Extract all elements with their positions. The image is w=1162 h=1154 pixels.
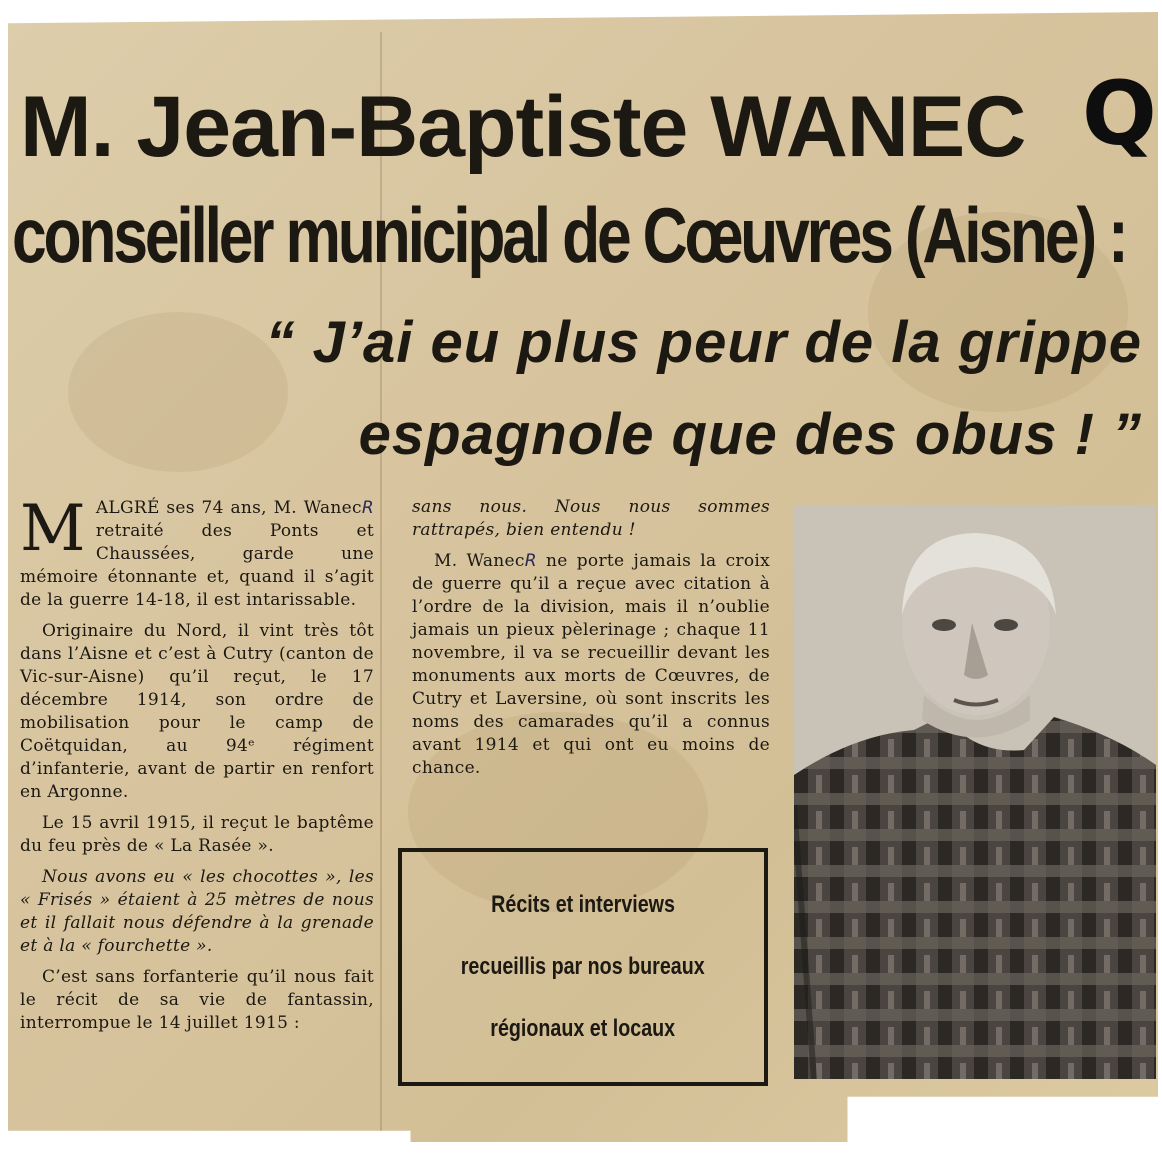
handwritten-r: R xyxy=(361,498,374,518)
info-box xyxy=(398,848,768,1086)
paragraph-pilgrimage xyxy=(412,550,770,780)
paragraph-story: C’est sans forfanterie qu’il nous fait le récit de sa vie de fantassin, interrompue le 14 juillet 1915 : xyxy=(20,967,374,1033)
article-column-2 xyxy=(412,496,770,788)
intro-text-rest: retraité des Ponts et Chaussées, garde une mémoire étonnante et, quand il s’agit de la guerre 14-18, il est intarissable. xyxy=(20,521,374,610)
info-box-line-2: recueillis par nos bureaux xyxy=(461,953,705,980)
pilgrimage-start: M. Wanec xyxy=(434,551,525,571)
info-box-line-3: régionaux et locaux xyxy=(490,1015,676,1042)
quote-line-1: “ J’ai eu plus peur de la grippe xyxy=(265,310,1142,375)
drop-cap: M xyxy=(20,492,86,566)
handwritten-r: R xyxy=(524,551,537,571)
paragraph-quote: Nous avons eu « les chocottes », les « Frisés » étaient à 25 mètres de nous et il fallait nous défendre à la grenade et à la « fourchette ». xyxy=(20,867,374,956)
info-box-line-1: Récits et interviews xyxy=(491,891,675,918)
intro-text: ses 74 ans, M. Wanec xyxy=(159,498,362,518)
headline-title: conseiller municipal de Cœuvres (Aisne) : xyxy=(12,191,1126,279)
paragraph-baptism: Le 15 avril 1915, il reçut le baptême du feu près de « La Rasée ». xyxy=(20,813,374,856)
paragraph-origin: Originaire du Nord, il vint très tôt dans l’Aisne et c’est à Cutry (canton de Vic-sur-Aisne) qu’il reçut, le 17 décembre 1914, son ordre de mobilisation pour le camp de Coëtquidan, au 94ᵉ régiment d’infanterie, avant de partir en renfort en Argonne. xyxy=(20,621,374,802)
article-column-1 xyxy=(20,492,374,1043)
handwritten-q: Q xyxy=(1082,62,1157,165)
lead-word: ALGRÉ xyxy=(95,498,160,518)
portrait-photo xyxy=(794,505,1156,1079)
pilgrimage-rest: ne porte jamais la croix de guerre qu’il a reçue avec citation à l’ordre de la division, mais il n’oublie jamais un pieux pèlerinage ; chaque 11 novembre, il va se recueillir devant les monuments aux morts de Cœuvres, de Cutry et Laversine, où sont inscrits les noms des camarades qu’il a connus avant 1914 et qui ont eu moins de chance. xyxy=(412,551,770,778)
quote-line-2: espagnole que des obus ! ” xyxy=(358,402,1142,467)
headline-name: M. Jean-Baptiste WANEC xyxy=(20,79,1026,175)
paragraph-intro xyxy=(20,492,374,612)
paragraph-continued: sans nous. Nous nous sommes rattrapés, bien entendu ! xyxy=(412,497,770,540)
